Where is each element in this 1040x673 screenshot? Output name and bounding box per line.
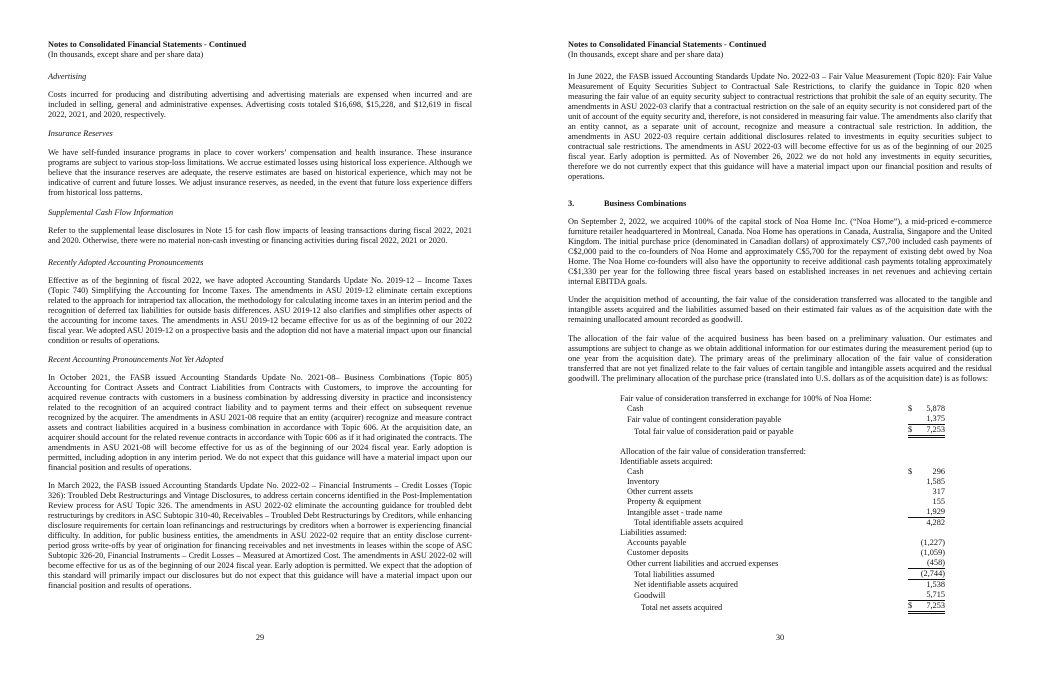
heading-not-yet-adopted: Recent Accounting Pronouncements Not Yet Adopted <box>48 355 224 364</box>
currency-symbol <box>908 548 918 558</box>
row-label: Total fair value of consideration paid or payable <box>634 426 794 436</box>
table-row <box>620 457 945 467</box>
row-value: 1,585 <box>926 477 945 486</box>
row-value <box>918 528 945 538</box>
table-row <box>620 528 945 538</box>
heading-advertising: Advertising <box>48 72 87 81</box>
currency-symbol: $ <box>908 467 913 476</box>
paragraph-acquisition-method: Under the acquisition method of accounting, the fair value of the consideration transferred was allocated to the tangible and intangible assets acquired and the liabilities assumed based on their estimated fair values as of the acquisition date with the remaining unallocated amount recorded as goodwill. <box>568 295 992 324</box>
currency-symbol <box>908 507 918 518</box>
paragraph-preliminary-allocation: The allocation of the fair value of the acquired business has been based on a preliminary valuation. Our estimates and assumptions are subject to change as we obtain additional information for our estimates during the measurement period (up to one year from the acquisition date). The primary areas of the preliminary allocation of the fair value of consideration transferred that are not yet finalized relate to the fair values of certain tangible and intangible assets acquired and the residual goodwill. The preliminary allocation of the purchase price (translated into U.S. dollars as of the acquisition date) is as follows: <box>568 334 992 383</box>
row-value <box>918 394 945 404</box>
row-label: Fair value of contingent consideration payable <box>627 414 782 424</box>
table-row <box>620 590 945 601</box>
table-row <box>620 580 945 591</box>
row-value: 5,878 <box>926 404 945 413</box>
row-label: Fair value of consideration transferred in exchange for 100% of Noa Home: <box>620 394 872 403</box>
page-30 <box>568 0 992 673</box>
table-row <box>620 394 945 404</box>
table-row <box>620 497 945 507</box>
currency-symbol <box>908 518 918 529</box>
page-29 <box>48 0 472 673</box>
table-row <box>620 425 945 437</box>
currency-symbol <box>908 497 918 507</box>
row-label: Other current liabilities and accrued expenses <box>627 558 779 568</box>
currency-symbol <box>908 580 918 591</box>
currency-symbol: $ <box>908 601 918 613</box>
row-label: Allocation of the fair value of consideration transferred: <box>620 447 806 456</box>
row-value: (2,744) <box>918 569 945 580</box>
heading-supplemental-cash-flow: Supplemental Cash Flow Information <box>48 208 174 217</box>
currency-symbol <box>908 447 918 457</box>
row-value: 7,253 <box>918 601 945 613</box>
row-value <box>918 457 945 467</box>
row-label: Other current assets <box>627 487 693 496</box>
table-row <box>620 487 945 497</box>
row-value: 4,282 <box>926 518 945 527</box>
purchase-price-allocation-table <box>620 394 945 614</box>
header-title: Notes to Consolidated Financial Statements - Continued <box>48 40 247 49</box>
row-value: 7,253 <box>918 425 945 437</box>
row-label: Goodwill <box>634 590 666 600</box>
table-row <box>620 477 945 487</box>
row-value: 296 <box>932 467 945 476</box>
table-row <box>620 447 945 457</box>
paragraph-asu-2021-08: In October 2021, the FASB issued Accounting Standards Update No. 2021-08– Business Combinations (Topic 805) Accounting for Contract Assets and Contract Liabilities from Contracts with Customers, to improve the accounting for acquired revenue contracts with customers in a business combination by addressing diversity in practice and inconsistency related to the recognition of an acquired contract liability and to payment terms and their effect on subsequent revenue recognized by the acquirer. The amendments in ASU 2021-08 require that an entity (acquirer) recognize and measure contract assets and contract liabilities acquired in a business combination in accordance with Topic 606. At the acquisition date, an acquirer should account for the related revenue contracts in accordance with Topic 606 as if it had originated the contracts. The amendments in ASU 2021-08 will become effective for us as of the beginning of our 2024 fiscal year. Early adoption is permitted, including adoption in any interim period. We do not expect that this guidance will have a material impact upon our financial position and results of operations. <box>48 373 472 472</box>
row-value: (1,059) <box>920 548 945 557</box>
row-label: Total liabilities assumed <box>634 569 715 579</box>
row-label: Identifiable assets acquired: <box>620 457 713 466</box>
row-value <box>918 447 945 457</box>
table-row <box>620 414 945 425</box>
header-subtitle: (In thousands, except share and per share data) <box>568 50 724 59</box>
table-row <box>620 558 945 569</box>
page-number: 29 <box>255 633 265 642</box>
paragraph-supplemental-cash-flow: Refer to the supplemental lease disclosures in Note 15 for cash flow impacts of leasing transactions during fiscal 2022, 2021 and 2020. Otherwise, there were no material non-cash investing or financing activities during fiscal 2022, 2021 or 2020. <box>48 226 472 245</box>
header-title: Notes to Consolidated Financial Statements - Continued <box>568 40 767 49</box>
row-label: Liabilities assumed: <box>620 528 687 537</box>
table-row <box>620 601 945 613</box>
currency-symbol <box>908 538 918 548</box>
section-heading-business-combinations <box>568 199 992 209</box>
currency-symbol: $ <box>908 425 918 437</box>
currency-symbol: $ <box>908 404 913 413</box>
row-value: 1,538 <box>926 580 945 589</box>
page-number: 30 <box>775 633 785 642</box>
header-subtitle: (In thousands, except share and per share data) <box>48 50 204 59</box>
currency-symbol <box>908 414 918 425</box>
currency-symbol <box>908 477 918 487</box>
paragraph-recently-adopted: Effective as of the beginning of fiscal 2022, we have adopted Accounting Standards Update No. 2019-12 – Income Taxes (Topic 740) Simplifying the Accounting for Income Taxes. The amendments in ASU 2019-12 eliminate certain exceptions related to the approach for intraperiod tax allocation, the methodology for calculating income taxes in an interim period and the recognition of deferred tax liabilities for outside basis differences. ASU 2019-12 also clarifies and simplifies other aspects of the accounting for income taxes. The amendments in ASU 2019-12 became effective for us as of the beginning of our 2022 fiscal year. We adopted ASU 2019-12 on a prospective basis and the adoption did not have a material impact upon our financial condition or results of operations. <box>48 276 472 345</box>
row-value: 317 <box>932 487 945 496</box>
row-value: 5,715 <box>918 590 945 601</box>
table-row <box>620 569 945 580</box>
table-row <box>620 538 945 548</box>
row-label: Total net assets acquired <box>641 602 723 612</box>
row-label: Intangible asset - trade name <box>627 507 723 517</box>
row-value: 155 <box>932 497 945 506</box>
row-label: Net identifiable assets acquired <box>634 580 738 589</box>
row-label: Accounts payable <box>627 538 687 547</box>
row-label: Inventory <box>627 477 660 486</box>
table-row <box>620 404 945 414</box>
table-row <box>620 548 945 558</box>
section-title: Business Combinations <box>604 199 687 208</box>
heading-insurance-reserves: Insurance Reserves <box>48 129 113 138</box>
table-row <box>620 507 945 518</box>
row-value: 1,929 <box>918 507 945 518</box>
row-label: Cash <box>627 404 644 413</box>
paragraph-acquisition: On September 2, 2022, we acquired 100% of the capital stock of Noa Home Inc. (“Noa Home”), a mid-priced e-commerce furniture retailer headquartered in Montreal, Canada. Noa Home has operations in Canada, Australia, Singapore and the United Kingdom. The initial purchase price (denominated in Canadian dollars) of approximately C$7,700 included cash payments of C$2,000 paid to the co-founders of Noa Home and approximately C$5,700 for the repayment of existing debt owed by Noa Home. The Noa Home co-founders will also have the opportunity to receive additional cash payments totaling approximately C$1,330 per year for the following three fiscal years based on established increases in net revenues and achieving certain internal EBITDA goals. <box>568 217 992 286</box>
paragraph-asu-2022-02: In March 2022, the FASB issued Accounting Standards Update No. 2022-02 – Financial Instruments – Credit Losses (Topic 326): Troubled Debt Restructurings and Vintage Disclosures, to address certain concerns identified in the Post-Implementation Review process for ASU Topic 326. The amendments in ASU 2022-02 eliminate the accounting guidance for troubled debt restructurings by creditors in ASC Subtopic 310-40, Receivables – Troubled Debt Restructurings by Creditors, while enhancing disclosure requirements for certain loan refinancings and restructurings by creditors when a borrower is experiencing financial difficulty. In addition, for public business entities, the amendments in ASU 2022-02 require that an entity disclose current-period gross write-offs by year of origination for financing receivables and net investments in leases within the scope of ASC Subtopic 326-20, Financial Instruments – Credit Losses – Measured at Amortized Cost. The amendments in ASU 2022-02 will become effective for us as of the beginning of our 2024 fiscal year. Early adoption is permitted. We expect that the adoption of this standard will primarily impact our disclosures but do not expect that this guidance will have a material impact upon our financial position and results of operations. <box>48 481 472 590</box>
currency-symbol <box>908 569 918 580</box>
table-row <box>620 467 945 477</box>
paragraph-advertising: Costs incurred for producing and distributing advertising and advertising materials are expensed when incurred and are included in selling, general and administrative expenses. Advertising costs totaled $16,698, $15,228, and $12,619 in fiscal 2022, 2021, and 2020, respectively. <box>48 90 472 119</box>
currency-symbol <box>908 590 918 601</box>
row-value: 1,375 <box>918 414 945 425</box>
section-number: 3. <box>568 199 575 208</box>
currency-symbol <box>908 457 918 467</box>
currency-symbol <box>908 487 918 497</box>
row-label: Customer deposits <box>627 548 689 557</box>
row-label: Property & equipment <box>627 497 702 506</box>
currency-symbol <box>908 394 918 404</box>
paragraph-insurance-reserves: We have self-funded insurance programs in place to cover workers’ compensation and health insurance. These insurance programs are subject to various stop-loss limitations. We accrue estimated losses using historical loss experience. Although we believe that the insurance reserves are adequate, the reserve estimates are based on historical experience, which may not be indicative of current and future losses. We adjust insurance reserves, as needed, in the event that future loss experience differs from historical loss patterns. <box>48 148 472 197</box>
currency-symbol <box>908 558 918 569</box>
currency-symbol <box>908 528 918 538</box>
spacer-row <box>620 437 945 448</box>
row-label: Cash <box>627 467 644 476</box>
paragraph-asu-2022-03: In June 2022, the FASB issued Accounting Standards Update No. 2022-03 – Fair Value Measurement (Topic 820): Fair Value Measurement of Equity Securities Subject to Contractual Sale Restrictions, to clarify the guidance in Topic 820 when measuring the fair value of an equity security subject to contractual restrictions that prohibit the sale of an equity security. The amendments in ASU 2022-03 clarify that a contractual restriction on the sale of an equity security is not considered part of the unit of account of the equity security and, therefore, is not considered in measuring fair value. The amendments also clarify that an entity cannot, as a separate unit of account, recognize and measure a contractual sale restriction. In addition, the amendments in ASU 2022-03 require certain additional disclosures related to investments in equity securities subject to contractual sale restrictions. The amendments in ASU 2022-03 will become effective for us as of the beginning of our 2025 fiscal year. Early adoption is permitted. As of November 26, 2022 we do not hold any investments in equity securities, therefore we do not currently expect that this guidance will have a material impact upon our financial position and results of operations. <box>568 72 992 181</box>
row-value: (458) <box>918 558 945 569</box>
table-row <box>620 518 945 529</box>
row-value: (1,227) <box>920 538 945 547</box>
row-label: Total identifiable assets acquired <box>634 518 743 527</box>
heading-recently-adopted: Recently Adopted Accounting Pronouncements <box>48 258 204 267</box>
